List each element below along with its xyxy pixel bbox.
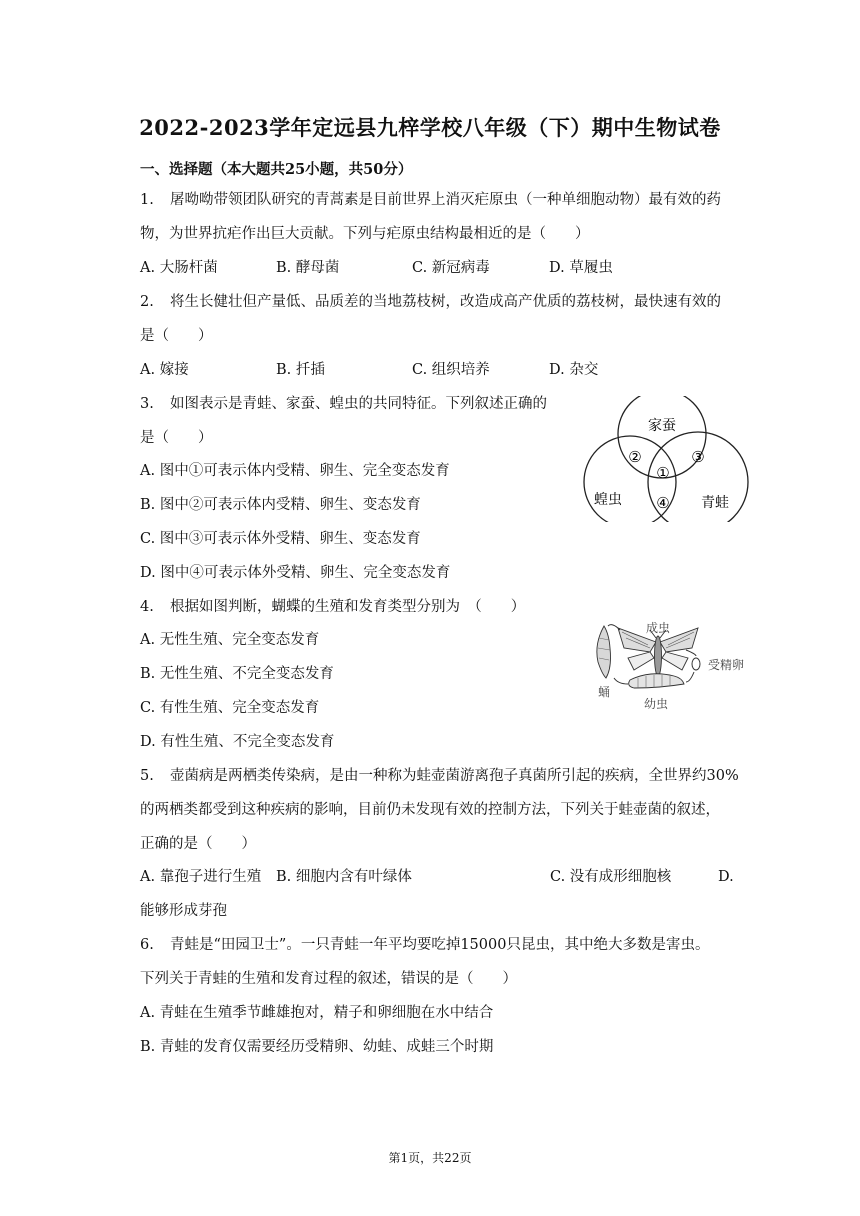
option-c: C. 组织培养 — [412, 362, 490, 378]
option-b: B. 无性生殖、不完全变态发育 — [140, 666, 334, 682]
option-d: D. 杂交 — [549, 362, 599, 378]
question-6-line-1 — [140, 935, 709, 955]
question-stem: 将生长健壮但产量低、品质差的当地荔枝树，改造成高产优质的荔枝树，最快速有效的 — [170, 294, 721, 310]
venn-region-1: ① — [656, 464, 670, 482]
question-stem: 根据如图判断，蝴蝶的生殖和发育类型分别为 （ ） — [170, 599, 526, 615]
question-5-line-1 — [140, 766, 739, 786]
option-c: C. 没有成形细胞核 — [550, 869, 672, 885]
option-d: D. 图中④可表示体外受精、卵生、完全变态发育 — [140, 565, 451, 581]
venn-label-silkworm: 家蚕 — [648, 418, 676, 434]
question-2-line-2: 是（ ） — [140, 328, 213, 344]
option-a: A. 靠孢子进行生殖 — [140, 869, 262, 885]
arrow-egg-to-larva — [686, 672, 694, 682]
venn-region-3: ③ — [691, 448, 705, 466]
question-stem: 青蛙是“田园卫士”。一只青蛙一年平均要吃掉15000只昆虫，其中绝大多数是害虫。 — [170, 937, 710, 953]
question-number: 1. — [140, 192, 154, 208]
question-1-line-1 — [140, 190, 721, 210]
question-2-line-1 — [140, 292, 721, 312]
option-b: B. 青蛙的发育仅需要经历受精卵、幼蛙、成蛙三个时期 — [140, 1039, 494, 1055]
arrow-larva-to-pupa — [614, 678, 628, 684]
question-stem: 屠呦呦带领团队研究的青蒿素是目前世界上消灭疟原虫（一种单细胞动物）最有效的药 — [170, 192, 721, 208]
question-4-line-1 — [140, 597, 525, 617]
option-a: A. 大肠杆菌 — [140, 260, 218, 276]
label-adult: 成虫 — [645, 621, 671, 635]
butterfly-lifecycle-diagram — [590, 618, 752, 718]
option-b: B. 扦插 — [276, 362, 325, 378]
option-a: A. 青蛙在生殖季节雌雄抱对，精子和卵细胞在水中结合 — [140, 1005, 494, 1021]
option-d: D. 有性生殖、不完全变态发育 — [140, 734, 335, 750]
question-number: 2. — [140, 294, 154, 310]
venn-label-frog: 青蛙 — [701, 495, 729, 511]
question-number: 6. — [140, 937, 154, 953]
page-title: 2022-2023学年定远县九梓学校八年级（下）期中生物试卷 — [139, 115, 721, 140]
option-c: C. 新冠病毒 — [412, 260, 490, 276]
label-egg: 受精卵 — [707, 658, 745, 672]
question-5-line-2: 的两栖类都受到这种疾病的影响，目前仍未发现有效的控制方法，下列关于蛙壶菌的叙述， — [140, 802, 720, 818]
question-stem: 壶菌病是两栖类传染病，是由一种称为蛙壶菌游离孢子真菌所引起的疾病，全世界约30% — [170, 768, 739, 784]
question-number: 5. — [140, 768, 154, 784]
question-number: 4. — [140, 599, 154, 615]
option-b: B. 酵母菌 — [276, 260, 340, 276]
section-heading: 一、选择题（本大题共25小题，共50分） — [140, 161, 413, 178]
option-a: A. 图中①可表示体内受精、卵生、完全变态发育 — [140, 463, 450, 479]
question-number: 3. — [140, 396, 154, 412]
option-d: D. — [718, 869, 734, 885]
arrow-adult-to-egg — [686, 650, 696, 656]
option-c: C. 图中③可表示体外受精、卵生、变态发育 — [140, 531, 421, 547]
question-6-line-2: 下列关于青蛙的生殖和发育过程的叙述，错误的是（ ） — [140, 971, 517, 987]
venn-diagram — [578, 396, 750, 522]
option-a: A. 嫁接 — [140, 362, 189, 378]
question-1-options — [140, 258, 613, 278]
page-footer: 第1页，共22页 — [388, 1151, 472, 1165]
larva-icon — [629, 674, 684, 688]
question-5-options — [140, 867, 734, 887]
butterfly-icon — [618, 628, 698, 676]
option-c: C. 有性生殖、完全变态发育 — [140, 700, 320, 716]
question-3-line-1 — [140, 394, 547, 414]
question-1-line-2: 物，为世界抗疟作出巨大贡献。下列与疟原虫结构最相近的是（ ） — [140, 226, 590, 242]
question-2-options — [140, 360, 598, 380]
option-a: A. 无性生殖、完全变态发育 — [140, 632, 320, 648]
venn-label-locust: 蝗虫 — [594, 492, 622, 508]
option-b: B. 图中②可表示体内受精、卵生、变态发育 — [140, 497, 421, 513]
question-stem: 如图表示是青蛙、家蚕、蝗虫的共同特征。下列叙述正确的 — [170, 396, 547, 412]
question-5-line-3: 正确的是（ ） — [140, 836, 256, 852]
option-d: D. 草履虫 — [549, 260, 613, 276]
pupa-icon — [597, 626, 611, 678]
option-d-text: 能够形成芽孢 — [140, 903, 227, 919]
option-b: B. 细胞内含有叶绿体 — [276, 869, 412, 885]
question-3-line-2: 是（ ） — [140, 430, 213, 446]
label-pupa: 蛹 — [597, 685, 611, 699]
egg-icon — [692, 658, 700, 670]
label-larva: 幼虫 — [643, 697, 669, 711]
venn-region-2: ② — [628, 448, 642, 466]
venn-region-4: ④ — [656, 494, 670, 512]
